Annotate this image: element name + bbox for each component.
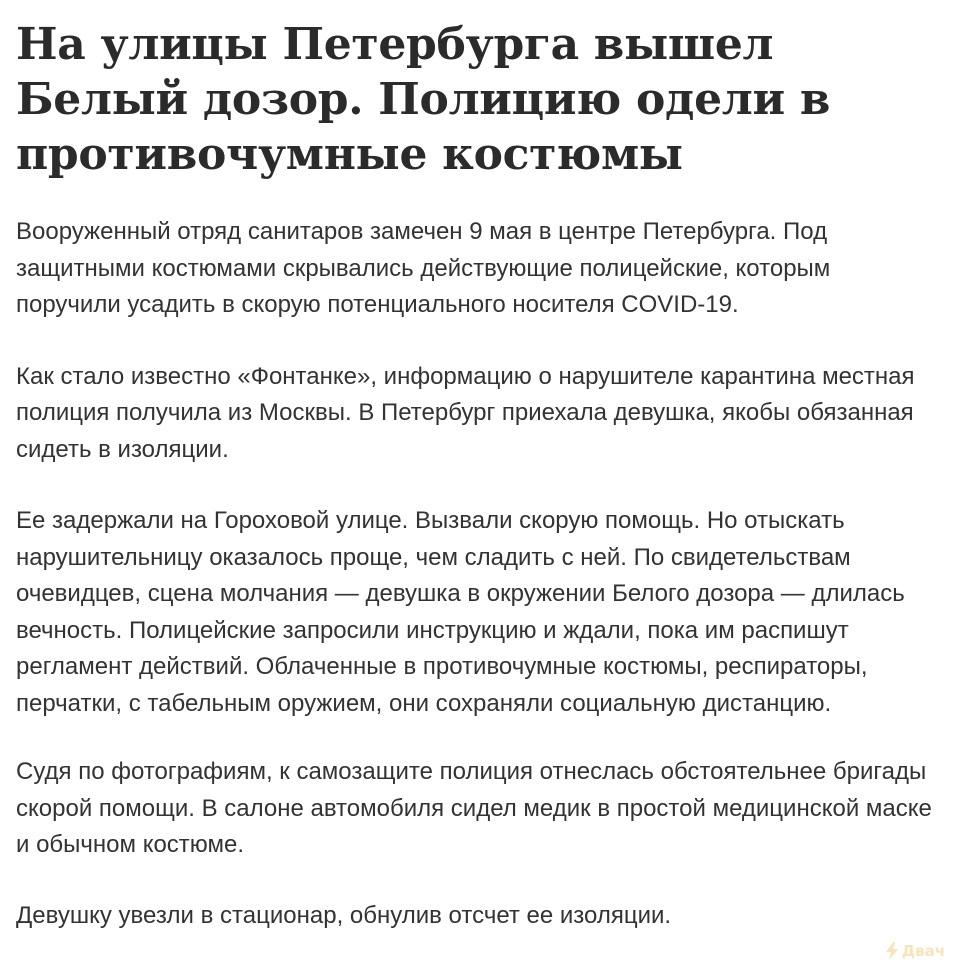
- article-paragraph: Ее задержали на Гороховой улице. Вызвали скорую помощь. Но отыскать нарушительницу оказалось проще, чем сладить с ней. По свидетельствам очевидцев, сцена молчания — девушка в окружении Белого дозора — длилась вечность. Полицейские запросили инструкцию и ждали, пока им распишут регламент действий. Облаченные в противочумные костюмы, респираторы, перчатки, с табельным оружием, они сохраняли социальную дистанцию.: [16, 507, 905, 717]
- watermark-text: Двач: [901, 942, 945, 960]
- lightning-icon: [886, 942, 898, 960]
- article-title: На улицы Петербурга вышел Белый дозор. Полицию одели в противочумные костюмы: [16, 19, 831, 180]
- article-paragraph: Как стало известно «Фонтанке», информацию о нарушителе карантина местная полиция получила из Москвы. В Петербург приехала девушка, якобы обязанная сидеть в изоляции.: [16, 362, 915, 463]
- article-paragraph: Девушку увезли в стационар, обнулив отсчет ее изоляции.: [16, 901, 672, 929]
- watermark: [886, 942, 945, 960]
- article-paragraph: Судя по фотографиям, к самозащите полиция отнеслась обстоятельнее бригады скорой помощи. В салоне автомобиля сидел медик в простой медицинской маске и обычном костюме.: [16, 758, 932, 858]
- article-paragraph: Вооруженный отряд санитаров замечен 9 мая в центре Петербурга. Под защитными костюмами скрывались действующие полицейские, которым поручили усадить в скорую потенциального носителя COVID-19.: [16, 218, 831, 318]
- article: [16, 0, 941, 934]
